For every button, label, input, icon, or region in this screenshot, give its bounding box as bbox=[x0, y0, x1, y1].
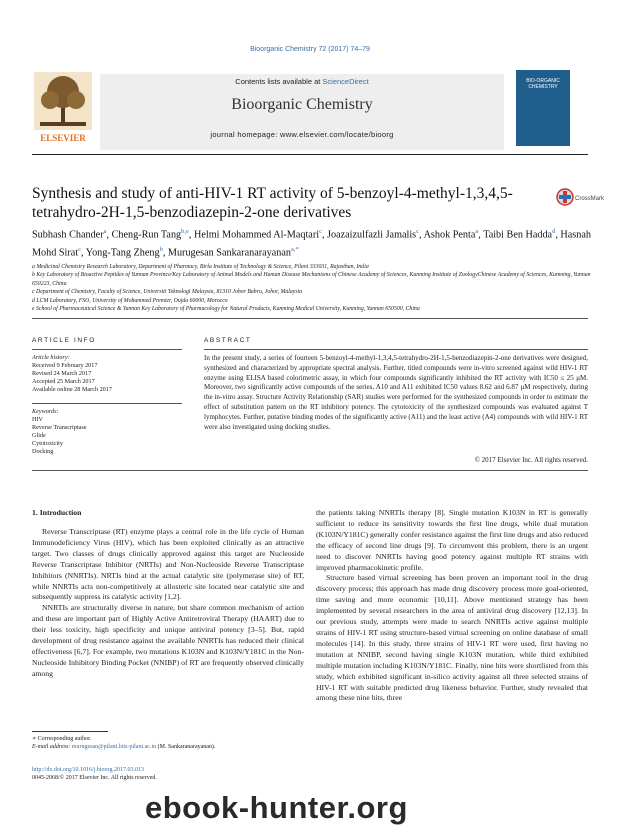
author-name[interactable]: Hasnah Mohd Sirat bbox=[32, 229, 591, 259]
corresponding-author-footnote bbox=[32, 735, 304, 751]
paragraph: the patients taking NNRTIs therapy [8]. Single mutation K103N in RT is generally sufficient to reduce its sensitivity towards the first line drugs, while dual mutation (K103N/Y181C) generally confer resistance against the first line drugs and also reduced the efficacy of second line drugs [9]. To circumvent this problem, there is an urgent need to discover NNRTIs having good potency against multiple RT strains with improved pharmacokinetic profile. bbox=[316, 508, 588, 572]
right-column bbox=[316, 508, 588, 704]
keywords-rule bbox=[32, 403, 182, 404]
article-title: Synthesis and study of anti-HIV-1 RT activity of 5-benzoyl-4-methyl-1,3,4,5-tetrahydro-2H-1,5-benzodiazepin-2-one derivatives bbox=[32, 185, 513, 221]
doi-link[interactable]: http://dx.doi.org/10.1016/j.bioorg.2017.03.013 bbox=[32, 767, 144, 773]
author-name[interactable]: Yong-Tang Zheng bbox=[85, 247, 160, 259]
issn-line: 0045-2068/© 2017 Elsevier Inc. All rights reserved. bbox=[32, 775, 157, 781]
watermark-text: ebook-hunter.org bbox=[145, 790, 408, 825]
article-info-heading: ARTICLE INFO bbox=[32, 337, 96, 344]
affiliation-rule bbox=[32, 318, 588, 319]
header-rule bbox=[32, 154, 588, 155]
abstract-text: In the present study, a series of fourteen 5-benzoyl-4-methyl-1,3,4,5-tetrahydro-2H-1,5-benzodiazepin-2-one derivatives were designed, synthesized and characterized by appropriate spectral analysis. Further, titled compounds were in-vitro screened against wild HIV-1 RT enzyme using ELISA based colorimetric assay, in which four compounds significantly inhibited the RT activity with IC50 ≤ 25 μM. Moreover, two significantly active compounds of the series, A10 and A11 exhibited IC50 values 8.62 and 6.87 μM respectively, during the in-vitro assay. Structure Activity Relationship (SAR) studies were performed for the synthesized compounds in order to estimate the effect of substitution pattern on the RT inhibitory potency. The cytotoxicity of the synthesized compounds was evaluated against T lymphocytes. Further, putative binding modes of the significantly active (A11) and the least active (A4) compounds with wild HIV-1 RT were also investigated using docking studies. bbox=[204, 354, 588, 431]
history-accepted: Accepted 25 March 2017 bbox=[32, 378, 95, 385]
paragraph: Reverse Transcriptase (RT) enzyme plays a central role in the life cycle of Human Immunodeficiency Virus (HIV), which has been exploited clinically as an attractive target. Two classes of drugs clinically approved against this target are Nucleoside Reverse Transcriptase Inhibitor (NRTIs) and Non-Nucleoside Reverse Transcriptase Inhibitors (NNRTIs). NRTIs bind at the actual catalytic site (polymerase site) of RT, while NNRTIs acts non-competitively at allosteric site located near catalytic site and subsequently suppress its catalytic activity [1,2]. bbox=[32, 527, 304, 602]
affiliation-line: e School of Pharmaceutical Science & Yunnan Key Laboratory of Pharmacology for Natural Products, Kunming Medical University, Kunming, Yunnan 650500, China bbox=[32, 306, 420, 313]
email-label: E-mail address: bbox=[32, 744, 72, 750]
keyword: Reverse Transcriptase bbox=[32, 424, 87, 431]
author-name[interactable]: Taibi Ben Hadda bbox=[483, 229, 553, 241]
author-name[interactable]: Ashok Penta bbox=[423, 229, 476, 241]
author-affiliation-marker[interactable]: d bbox=[552, 228, 556, 235]
author-name[interactable]: Helmi Mohammed Al-Maqtari bbox=[194, 229, 320, 241]
keywords bbox=[32, 408, 182, 456]
journal-homepage[interactable]: journal homepage: www.elsevier.com/locate/bioorg bbox=[210, 130, 394, 139]
journal-cover-title: BIO-ORGANIC CHEMISTRY bbox=[526, 78, 560, 90]
paragraph: Structure based virtual screening has been proven an important tool in the drug discovery process; this approach has made drug discovery process more goal-oriented, time saving and more economic [10,11]. Above mentioned strategy has been implemented by several researchers in the area of antiviral drug discovery [12,13]. In our previous study, attempts were made to search NNRTIs active against multiple strains of HIV-1 RT using structure-based virtual screening on online database of small molecules [14]. In this study, three strains of HIV-1 RT were used, first having no mutation at NNIBP, second having single K103N mutation, while third exhibited multiple mutation including K103N/Y181C. Finally, nine hits were shortlisted from this study, which exhibited significant in-silico activity against all three selected strains of HIV-1 RT with suitable predicted drug likeness behavior. Further, study revealed that among these nine hits, three bbox=[316, 573, 588, 703]
paragraph: NNRTIs are structurally diverse in nature, but share common mechanism of action and these are important part of Highly Active Antiretroviral Therapy (HAART) due to their less toxicity, high specificity and unique antiviral potency [3–5]. But, rapid development of drug resistance against the available NNRTIs has reduced their clinical effectiveness [6,7]. For example, two mutations K103N and K103N/Y181C in the Non-Nucleoside Inhibitory Binding Pocket (NNIBP) of RT are frequently observed clinically among bbox=[32, 603, 304, 678]
elsevier-wordmark: ELSEVIER bbox=[40, 133, 86, 143]
author-name[interactable]: Joazaizulfazli Jamalis bbox=[327, 229, 417, 241]
author-list: Subhash Chander$^a$, Cheng-Run Tang$^{b,e}$, Helmi Mohammed Al-Maqtari$^c$, Joazaizulfazli Jamalis$^c$, Ashok Penta$^a$, Taibi Ben Hadda$^d$, Hasnah Mohd Sirat$^c$, Yong-Tang Zheng$^b$, Murugesan Sankaranarayanan$^{a,*}$ bbox=[32, 228, 591, 259]
author-affiliation-marker[interactable]: b,e bbox=[181, 228, 189, 235]
affiliation-line: a Medicinal Chemistry Research Laboratory, Department of Pharmacy, Birla Institute of Technology & Science, Pilani 333031, Rajasthan, India bbox=[32, 264, 369, 270]
history-label: Article history: bbox=[32, 354, 70, 361]
affiliation-line: b Key Laboratory of Bioactive Peptides of Yunnan Province/Key Laboratory of Animal Models and Human Disease Mechanisms of Chinese Academy of Sciences, Kunming Institute of ZoologyChinese Academy of Sciences, Kunming, Yunnan 650223, China bbox=[32, 272, 591, 287]
abstract-copyright: © 2017 Elsevier Inc. All rights reserved. bbox=[474, 456, 588, 464]
keyword: Docking bbox=[32, 448, 54, 455]
keyword: HIV bbox=[32, 416, 43, 423]
contents-available bbox=[100, 77, 504, 86]
author-affiliation-marker[interactable]: c bbox=[78, 246, 82, 254]
affiliation-line: d LCM Laboratory, FSO, University of Mohammed Premier, Oujda 60000, Morocco bbox=[32, 297, 228, 304]
footnote-star: ∗ Corresponding author. bbox=[32, 736, 92, 742]
email-suffix: (M. Sankaranarayanan). bbox=[156, 744, 216, 750]
affiliations bbox=[32, 263, 592, 313]
info-rule bbox=[32, 349, 182, 350]
author-affiliation-marker[interactable]: c bbox=[416, 228, 420, 235]
author-affiliation-marker[interactable]: b bbox=[159, 246, 163, 254]
contents-prefix: Contents lists available at bbox=[235, 77, 323, 86]
keyword: Glide bbox=[32, 432, 46, 439]
author-name[interactable]: Subhash Chander bbox=[32, 229, 104, 241]
history-received: Received 9 February 2017 bbox=[32, 362, 98, 369]
crossmark-icon[interactable] bbox=[556, 186, 605, 208]
author-affiliation-marker[interactable]: a,* bbox=[290, 246, 299, 254]
author-affiliation-marker[interactable]: a bbox=[103, 228, 107, 235]
history-online: Available online 28 March 2017 bbox=[32, 386, 112, 393]
keywords-label: Keywords: bbox=[32, 408, 59, 415]
author-name[interactable]: Cheng-Run Tang bbox=[111, 229, 182, 241]
author-affiliation-marker[interactable]: a bbox=[475, 228, 479, 235]
abstract-heading: ABSTRACT bbox=[204, 337, 252, 344]
abstract-rule bbox=[204, 349, 588, 350]
journal-name: Bioorganic Chemistry bbox=[231, 96, 373, 113]
keyword: Cytotoxicity bbox=[32, 440, 63, 447]
abstract-bottom-rule bbox=[32, 470, 588, 471]
author-affiliation-marker[interactable]: c bbox=[319, 228, 322, 235]
author-name[interactable]: Murugesan Sankaranarayanan bbox=[167, 247, 291, 259]
author-email-link[interactable]: murugesan@pilani.bits-pilani.ac.in bbox=[71, 744, 157, 750]
journal-citation[interactable]: Bioorganic Chemistry 72 (2017) 74–79 bbox=[250, 46, 370, 53]
article-history bbox=[32, 354, 182, 394]
history-revised: Revised 24 March 2017 bbox=[32, 370, 92, 377]
sciencedirect-link[interactable]: ScienceDirect bbox=[322, 77, 369, 86]
left-column bbox=[32, 527, 304, 680]
doi-block bbox=[32, 766, 332, 782]
svg-text:CrossMark: CrossMark bbox=[575, 196, 605, 202]
footnote-rule bbox=[32, 731, 108, 732]
introduction-heading: 1. Introduction bbox=[32, 508, 82, 517]
affiliation-line: c Department of Chemistry, Faculty of Science, Universiti Teknologi Malaysia, 81310 Johor Bahru, Johor, Malaysia bbox=[32, 289, 303, 296]
